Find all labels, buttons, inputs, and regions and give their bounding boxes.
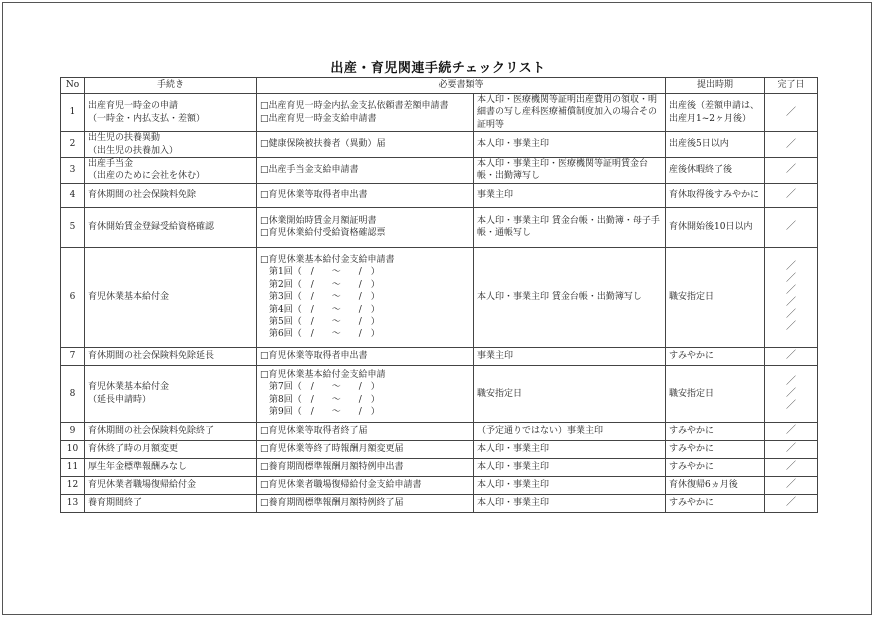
requirements-cell: 本人印・事業主印 賃金台帳・出勤簿・母子手帳・通帳写し bbox=[474, 207, 666, 247]
procedure-text: 育休期間の社会保険料免除延長 bbox=[88, 351, 215, 362]
document-cell bbox=[257, 365, 474, 422]
installment-period-field[interactable]: 第7回（ / ～ / ） bbox=[269, 382, 380, 393]
timing-cell: すみやかに bbox=[666, 347, 765, 365]
row-number: 13 bbox=[61, 494, 85, 512]
document-cell bbox=[257, 476, 474, 494]
table-row bbox=[61, 347, 818, 365]
procedure-cell bbox=[85, 458, 257, 476]
installment-period-field[interactable]: 第5回（ / ～ / ） bbox=[269, 316, 380, 327]
completion-date-field[interactable]: ／ bbox=[786, 261, 797, 273]
table-row bbox=[61, 476, 818, 494]
document-cell bbox=[257, 132, 474, 158]
requirements-cell: 本人印・事業主印 賃金台帳・出勤簿写し bbox=[474, 247, 666, 347]
table-row bbox=[61, 158, 818, 184]
col-header-procedure: 手続き bbox=[85, 78, 257, 94]
document-checkbox-item[interactable]: □出産育児一時金支給申請書 bbox=[260, 113, 377, 124]
timing-cell: 育休復帰6ヵ月後 bbox=[666, 476, 765, 494]
installment-period-field[interactable]: 第2回（ / ～ / ） bbox=[269, 279, 380, 290]
requirements-cell: 本人印・事業主印 bbox=[474, 494, 666, 512]
completion-date-field[interactable]: ／ bbox=[786, 221, 797, 233]
completion-date-field[interactable]: ／ bbox=[786, 189, 797, 201]
installment-period-field[interactable]: 第1回（ / ～ / ） bbox=[269, 267, 380, 278]
procedure-text: 育休期間の社会保険料免除終了 bbox=[88, 426, 215, 437]
procedure-text: 育児休業者職場復帰給付金 bbox=[88, 480, 197, 491]
procedure-text: 育休開始賃金登録受給資格確認 bbox=[88, 222, 215, 233]
document-checkbox-item[interactable]: □健康保険被扶養者（異動）届 bbox=[260, 139, 386, 150]
row-number: 3 bbox=[61, 158, 85, 184]
row-number: 6 bbox=[61, 247, 85, 347]
procedure-cell bbox=[85, 365, 257, 422]
completion-date-cell bbox=[765, 132, 818, 158]
procedure-cell bbox=[85, 207, 257, 247]
row-number: 9 bbox=[61, 422, 85, 440]
document-cell bbox=[257, 207, 474, 247]
completion-date-cell bbox=[765, 365, 818, 422]
table-row bbox=[61, 494, 818, 512]
completion-date-field[interactable]: ／ bbox=[786, 321, 797, 333]
procedure-text: （延長申請時） bbox=[88, 394, 152, 405]
procedure-cell bbox=[85, 347, 257, 365]
table-row bbox=[61, 94, 818, 132]
row-number: 11 bbox=[61, 458, 85, 476]
completion-date-field[interactable]: ／ bbox=[786, 106, 797, 118]
row-number: 7 bbox=[61, 347, 85, 365]
procedure-cell bbox=[85, 476, 257, 494]
document-cell bbox=[257, 158, 474, 184]
requirements-cell: 本人印・事業主印 bbox=[474, 476, 666, 494]
table-row bbox=[61, 247, 818, 347]
completion-date-field[interactable]: ／ bbox=[786, 164, 797, 176]
document-cell bbox=[257, 183, 474, 207]
row-number: 1 bbox=[61, 94, 85, 132]
procedure-text: 育休終了時の月額変更 bbox=[88, 444, 179, 455]
completion-date-field[interactable]: ／ bbox=[786, 425, 797, 437]
procedure-text: （出産のために会社を休む） bbox=[88, 171, 206, 182]
timing-cell: すみやかに bbox=[666, 494, 765, 512]
document-checkbox-item[interactable]: □出産育児一時金内払金支払依頼書差額申請書 bbox=[260, 101, 449, 112]
completion-date-field[interactable]: ／ bbox=[786, 285, 797, 297]
procedure-cell bbox=[85, 94, 257, 132]
document-checkbox-item[interactable]: □育児休業基本給付金支給申請 bbox=[260, 370, 386, 381]
completion-date-field[interactable]: ／ bbox=[786, 479, 797, 491]
document-checkbox-item[interactable]: □育児休業等取得者終了届 bbox=[260, 426, 368, 437]
completion-date-field[interactable]: ／ bbox=[786, 443, 797, 455]
installment-period-field[interactable]: 第4回（ / ～ / ） bbox=[269, 304, 380, 315]
col-header-no: No bbox=[61, 78, 85, 94]
table-row bbox=[61, 207, 818, 247]
requirements-cell: （予定通りではない）事業主印 bbox=[474, 422, 666, 440]
requirements-cell: 事業主印 bbox=[474, 183, 666, 207]
completion-date-cell bbox=[765, 458, 818, 476]
completion-date-cell bbox=[765, 247, 818, 347]
installment-period-field[interactable]: 第3回（ / ～ / ） bbox=[269, 292, 380, 303]
procedure-text: 出産育児一時金の申請 bbox=[88, 101, 179, 112]
requirements-cell: 本人印・事業主印 bbox=[474, 458, 666, 476]
table-row bbox=[61, 183, 818, 207]
installment-period-field[interactable]: 第6回（ / ～ / ） bbox=[269, 329, 380, 340]
document-checkbox-item[interactable]: □出産手当金支給申請書 bbox=[260, 165, 359, 176]
completion-date-cell bbox=[765, 494, 818, 512]
completion-date-cell bbox=[765, 422, 818, 440]
procedure-cell bbox=[85, 422, 257, 440]
completion-date-field[interactable]: ／ bbox=[786, 387, 797, 399]
timing-cell: 職安指定日 bbox=[666, 247, 765, 347]
document-checkbox-item[interactable]: □育児休業者職場復帰給付金支給申請書 bbox=[260, 480, 422, 491]
row-number: 8 bbox=[61, 365, 85, 422]
row-number: 10 bbox=[61, 440, 85, 458]
timing-cell: すみやかに bbox=[666, 458, 765, 476]
completion-date-field[interactable]: ／ bbox=[786, 309, 797, 321]
document-checkbox-item[interactable]: □育児休業等取得者申出書 bbox=[260, 190, 368, 201]
procedure-text: 厚生年金標準報酬みなし bbox=[88, 462, 188, 473]
row-number: 4 bbox=[61, 183, 85, 207]
col-header-timing: 提出時期 bbox=[666, 78, 765, 94]
completion-date-cell bbox=[765, 183, 818, 207]
completion-date-field[interactable]: ／ bbox=[786, 461, 797, 473]
procedure-text: （出生児の扶養加入） bbox=[88, 145, 179, 156]
installment-period-field[interactable]: 第9回（ / ～ / ） bbox=[269, 407, 380, 418]
completion-date-field[interactable]: ／ bbox=[786, 273, 797, 285]
installment-period-field[interactable]: 第8回（ / ～ / ） bbox=[269, 394, 380, 405]
procedure-cell bbox=[85, 183, 257, 207]
procedure-cell bbox=[85, 247, 257, 347]
completion-date-field[interactable]: ／ bbox=[786, 399, 797, 411]
table-row bbox=[61, 132, 818, 158]
completion-date-field[interactable]: ／ bbox=[786, 138, 797, 150]
document-cell bbox=[257, 458, 474, 476]
procedure-cell bbox=[85, 158, 257, 184]
procedure-cell bbox=[85, 440, 257, 458]
document-checkbox-item[interactable]: □育児休業等取得者申出書 bbox=[260, 351, 368, 362]
table-row bbox=[61, 365, 818, 422]
requirements-cell: 本人印・事業主印・医療機関等証明賃金台帳・出勤簿写し bbox=[474, 158, 666, 184]
document-cell bbox=[257, 440, 474, 458]
procedure-cell bbox=[85, 132, 257, 158]
requirements-cell: 職安指定日 bbox=[474, 365, 666, 422]
completion-date-field[interactable]: ／ bbox=[786, 375, 797, 387]
document-cell bbox=[257, 347, 474, 365]
timing-cell: 産後休暇終了後 bbox=[666, 158, 765, 184]
requirements-cell: 本人印・医療機関等証明出産費用の領収・明細書の写し産科医療補償制度加入の場合その証明等 bbox=[474, 94, 666, 132]
document-cell bbox=[257, 494, 474, 512]
table-row bbox=[61, 440, 818, 458]
procedure-text: 出生児の扶養異動 bbox=[88, 133, 161, 144]
procedure-text: 育休期間の社会保険料免除 bbox=[88, 190, 197, 201]
row-number: 2 bbox=[61, 132, 85, 158]
completion-date-cell bbox=[765, 347, 818, 365]
timing-cell: 育休開始後10日以内 bbox=[666, 207, 765, 247]
header-row bbox=[61, 78, 818, 94]
page-title: 出産・育児関連手続チェックリスト bbox=[330, 61, 546, 76]
completion-date-cell bbox=[765, 158, 818, 184]
document-checkbox-item[interactable]: □育児休業給付受給資格確認票 bbox=[260, 228, 386, 239]
col-header-documents: 必要書類等 bbox=[257, 78, 666, 94]
document-checkbox-item[interactable]: □休業開始時賃金月額証明書 bbox=[260, 215, 377, 226]
completion-date-field[interactable]: ／ bbox=[786, 497, 797, 509]
procedure-text: 育児休業基本給付金 bbox=[88, 292, 170, 303]
completion-date-cell bbox=[765, 440, 818, 458]
document-checkbox-item[interactable]: □育児休業基本給付金支給申請書 bbox=[260, 254, 395, 265]
completion-date-field[interactable]: ／ bbox=[786, 350, 797, 362]
document-checkbox-item[interactable]: □育児休業等終了時報酬月額変更届 bbox=[260, 444, 404, 455]
checklist-table bbox=[60, 77, 818, 513]
document-cell bbox=[257, 94, 474, 132]
timing-cell: すみやかに bbox=[666, 422, 765, 440]
requirements-cell: 本人印・事業主印 bbox=[474, 440, 666, 458]
timing-cell: 育休取得後すみやかに bbox=[666, 183, 765, 207]
requirements-cell: 本人印・事業主印 bbox=[474, 132, 666, 158]
procedure-text: 出産手当金 bbox=[88, 159, 134, 170]
completion-date-cell bbox=[765, 476, 818, 494]
col-header-done: 完了日 bbox=[765, 78, 818, 94]
procedure-text: （一時金・内払支払・差額） bbox=[88, 113, 206, 124]
row-number: 5 bbox=[61, 207, 85, 247]
procedure-text: 養育期間終了 bbox=[88, 498, 143, 509]
document-cell bbox=[257, 247, 474, 347]
procedure-text: 育児休業基本給付金 bbox=[88, 382, 170, 393]
timing-cell: 職安指定日 bbox=[666, 365, 765, 422]
completion-date-cell bbox=[765, 94, 818, 132]
timing-cell: 出産後5日以内 bbox=[666, 132, 765, 158]
completion-date-field[interactable]: ／ bbox=[786, 297, 797, 309]
requirements-cell: 事業主印 bbox=[474, 347, 666, 365]
completion-date-cell bbox=[765, 207, 818, 247]
document-cell bbox=[257, 422, 474, 440]
table-row bbox=[61, 458, 818, 476]
table-row bbox=[61, 422, 818, 440]
timing-cell: 出産後（差額申請は、出産月1~2ヶ月後） bbox=[666, 94, 765, 132]
timing-cell: すみやかに bbox=[666, 440, 765, 458]
procedure-cell bbox=[85, 494, 257, 512]
document-checkbox-item[interactable]: □養育期間標準報酬月額特例終了届 bbox=[260, 498, 404, 509]
document-checkbox-item[interactable]: □養育期間標準報酬月額特例申出書 bbox=[260, 462, 404, 473]
row-number: 12 bbox=[61, 476, 85, 494]
